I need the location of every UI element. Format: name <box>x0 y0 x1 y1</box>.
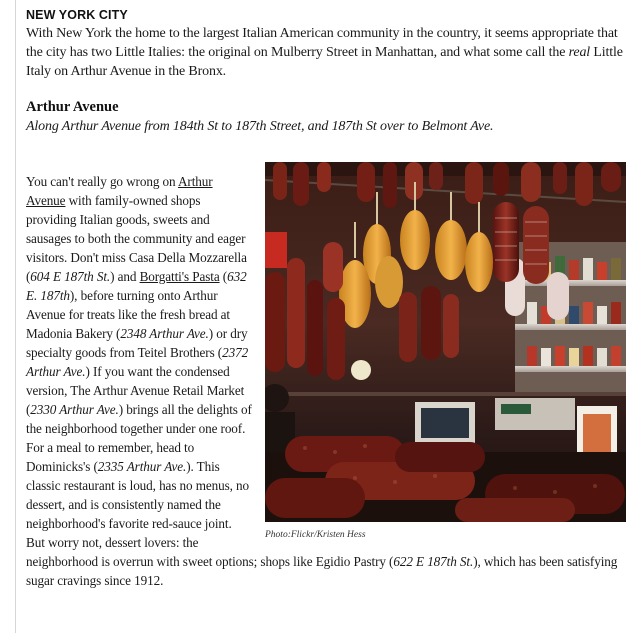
left-column-rule <box>15 0 16 633</box>
body-text-9: ). This classic restaurant is loud, has no menus, no dessert, and is consistently named the neighborhood's favorite red-sauce joint. But worry not, dessert lovers: the neighborhood is overrun with sweet options; shops like Egidio Pastry ( <box>26 459 394 569</box>
arthur-avenue-link[interactable]: Arthur Avenue <box>26 174 213 208</box>
body-text-5: ), before turning onto Arthur Avenue for treats like the fresh bread at Madonia Bakery ( <box>26 288 230 341</box>
address-retail-market: 2330 Arthur Ave. <box>30 402 119 417</box>
subsection-route: Along Arthur Avenue from 184th St to 187th Street, and 187th St over to Belmont Ave. <box>26 119 494 134</box>
body-text-8: ) brings all the delights of the neighborhood together under one roof. For a meal to remember, head to Dominicks's ( <box>26 402 252 474</box>
body-text-7: ) If you want the condensed version, The Arthur Avenue Retail Market ( <box>26 364 245 417</box>
section-title: NEW YORK CITY <box>26 8 128 22</box>
body-text-2: with family-owned shops providing Italian goods, sweets and sausages to both the community and eager visitors. Don't miss Casa Della Mozzarella ( <box>26 193 247 284</box>
intro-text-b: Little Italy on Arthur Avenue in the Bronx. <box>26 45 623 79</box>
body-text-3: ) and <box>110 269 140 284</box>
address-borgattis-pasta: 632 E. 187th <box>26 269 247 303</box>
address-dominicks: 2335 Arthur Ave. <box>97 459 187 474</box>
address-madonia-bakery: 2348 Arthur Ave. <box>120 326 209 341</box>
hanging-salami-illustration <box>265 162 626 522</box>
deli-photo <box>265 162 626 522</box>
intro-emphasis: real <box>568 45 591 60</box>
address-egidio-pastry: 622 E 187th St. <box>393 554 474 569</box>
photo-caption: Photo:Flickr/Kristen Hess <box>265 530 366 540</box>
intro-paragraph <box>26 24 626 81</box>
body-text-1: You can't really go wrong on <box>26 174 178 189</box>
body-text-4: ( <box>219 269 228 284</box>
borgattis-pasta-link[interactable]: Borgatti's Pasta <box>139 269 220 284</box>
intro-text-a: With New York the home to the largest Italian American community in the country, it seems appropriate that the city has two Little Italies: the original on Mulberry Street in Manhattan, and what some call the <box>26 26 618 60</box>
address-casa-della-mozzarella: 604 E 187th St. <box>30 269 111 284</box>
article <box>26 6 626 590</box>
body-text-10: ), which has been satisfying sugar cravings since 1912. <box>26 554 618 588</box>
address-teitel-brothers: 2372 Arthur Ave. <box>26 345 249 379</box>
photo-figure <box>265 162 626 542</box>
body-text-6: ) or dry specialty goods from Teitel Brothers ( <box>26 326 248 360</box>
subsection-title: Arthur Avenue <box>26 99 119 115</box>
